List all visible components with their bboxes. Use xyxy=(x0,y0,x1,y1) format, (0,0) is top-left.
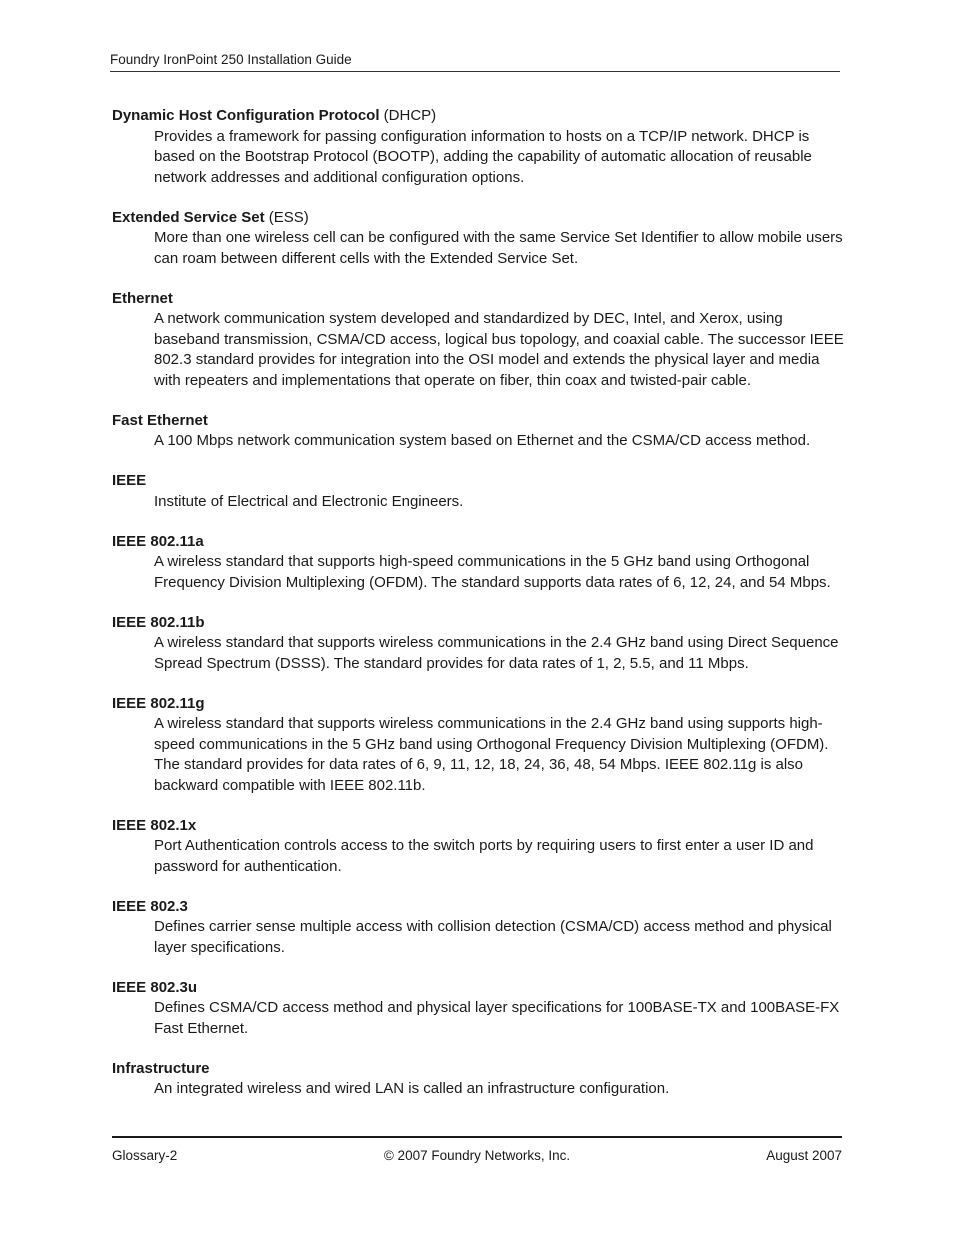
glossary-term xyxy=(112,694,842,715)
glossary-term xyxy=(112,208,842,229)
glossary-term xyxy=(112,978,842,999)
glossary-term xyxy=(112,1059,842,1080)
glossary-definition: Defines carrier sense multiple access with collision detection (CSMA/CD) access method and physical layer specifications. xyxy=(154,918,832,956)
footer-divider xyxy=(112,1136,842,1138)
term-abbreviation: (ESS) xyxy=(264,208,309,226)
glossary-entry-dhcp xyxy=(112,106,842,188)
publication-date: August 2007 xyxy=(766,1148,842,1163)
glossary-entry-ieee-802-1x xyxy=(112,816,842,878)
glossary-definition: Institute of Electrical and Electronic Engineers. xyxy=(154,492,464,510)
term-name: IEEE 802.3u xyxy=(112,978,198,996)
glossary-list xyxy=(112,106,842,1119)
glossary-term xyxy=(112,471,842,492)
glossary-definition: A network communication system developed and standardized by DEC, Intel, and Xerox, using baseband transmission, CSMA/CD access, logical bus topology, and coaxial cable. The successor IEEE 802.3 standard provides for integration into the OSI model and extends the physical layer and media with repeaters and implementations that operate on fiber, thin coax and twisted-pair cable. xyxy=(154,310,844,389)
glossary-entry-ieee-802-11b xyxy=(112,613,842,675)
term-name: IEEE 802.11b xyxy=(112,613,205,631)
glossary-term xyxy=(112,816,842,837)
page-number: Glossary-2 xyxy=(112,1148,178,1163)
glossary-entry-ess xyxy=(112,208,842,270)
glossary-term xyxy=(112,532,842,553)
glossary-term xyxy=(112,411,842,432)
glossary-entry-ethernet xyxy=(112,289,842,392)
term-name: IEEE 802.3 xyxy=(112,897,188,915)
glossary-definition: A wireless standard that supports wireless communications in the 2.4 GHz band using supports high-speed communications in the 5 GHz band using Orthogonal Frequency Division Multiplexing (OFDM). The standard provides for data rates of 6, 9, 11, 12, 18, 24, 36, 48, 54 Mbps. IEEE 802.11g is also backward compatible with IEEE 802.11b. xyxy=(154,715,829,794)
page-footer xyxy=(112,1147,842,1165)
glossary-entry-ieee-802-11g xyxy=(112,694,842,797)
glossary-entry-ieee-802-3 xyxy=(112,897,842,959)
running-header: Foundry IronPoint 250 Installation Guide xyxy=(110,51,840,72)
term-name: Ethernet xyxy=(112,289,173,307)
term-name: Fast Ethernet xyxy=(112,411,208,429)
term-name: IEEE 802.11a xyxy=(112,532,204,550)
glossary-definition: A wireless standard that supports high-speed communications in the 5 GHz band using Orthogonal Frequency Division Multiplexing (OFDM). The standard supports data rates of 6, 12, 24, and 54 Mbps. xyxy=(154,553,831,591)
glossary-definition: Port Authentication controls access to the switch ports by requiring users to first enter a user ID and password for authentication. xyxy=(154,837,814,875)
glossary-term xyxy=(112,106,842,127)
glossary-entry-infrastructure xyxy=(112,1059,842,1100)
glossary-definition: Defines CSMA/CD access method and physical layer specifications for 100BASE-TX and 100BASE-FX Fast Ethernet. xyxy=(154,999,840,1037)
glossary-definition: Provides a framework for passing configuration information to hosts on a TCP/IP network. DHCP is based on the Bootstrap Protocol (BOOTP), adding the capability of automatic allocation of reusable network addresses and additional configuration options. xyxy=(154,127,812,186)
glossary-definition: More than one wireless cell can be configured with the same Service Set Identifier to allow mobile users can roam between different cells with the Extended Service Set. xyxy=(154,229,843,267)
term-abbreviation: (DHCP) xyxy=(379,107,437,124)
term-name: Extended Service Set xyxy=(112,208,265,226)
term-name: IEEE 802.1x xyxy=(112,816,197,834)
glossary-definition: A wireless standard that supports wireless communications in the 2.4 GHz band using Direct Sequence Spread Spectrum (DSSS). The standard provides for data rates of 1, 2, 5.5, and 11 Mbps. xyxy=(154,634,839,672)
term-name: Infrastructure xyxy=(112,1059,210,1077)
term-name: IEEE 802.11g xyxy=(112,694,205,712)
term-name: IEEE xyxy=(112,472,147,489)
glossary-term xyxy=(112,289,842,310)
glossary-entry-ieee-802-11a xyxy=(112,532,842,594)
glossary-definition: An integrated wireless and wired LAN is called an infrastructure configuration. xyxy=(154,1080,670,1097)
glossary-term xyxy=(112,613,842,634)
glossary-entry-fast-ethernet xyxy=(112,411,842,452)
glossary-definition: A 100 Mbps network communication system based on Ethernet and the CSMA/CD access method. xyxy=(154,432,811,449)
glossary-term xyxy=(112,897,842,918)
glossary-entry-ieee xyxy=(112,471,842,512)
glossary-entry-ieee-802-3u xyxy=(112,978,842,1040)
term-name: Dynamic Host Configuration Protocol xyxy=(112,107,380,124)
copyright-notice: © 2007 Foundry Networks, Inc. xyxy=(383,1148,571,1163)
